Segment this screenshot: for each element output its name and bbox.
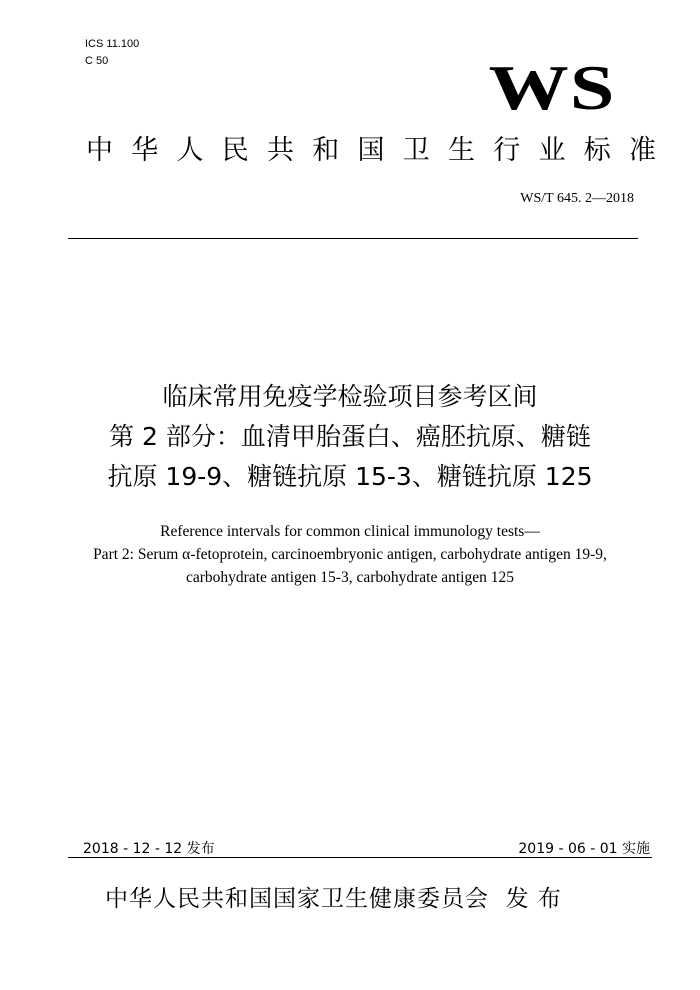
standard-type-char: 和	[312, 135, 340, 166]
standard-type-char: 业	[538, 135, 566, 166]
english-title-line: carbohydrate antigen 15-3, carbohydrate antigen 125	[186, 569, 514, 586]
standard-type-heading	[86, 134, 656, 168]
ws-logo: WS	[489, 52, 616, 123]
english-title-line: Part 2: Serum α-fetoprotein, carcinoembryonic antigen, carbohydrate antigen 19-9,	[93, 546, 607, 563]
ics-code: ICS 11.100	[85, 38, 140, 50]
standard-type-char: 国	[357, 135, 385, 166]
standard-type-char: 卫	[402, 135, 430, 166]
standard-type-char: 行	[493, 135, 521, 166]
publisher: 中华人民共和国国家卫生健康委员会 发 布	[105, 886, 562, 912]
standard-type-char: 生	[448, 135, 475, 166]
footer-divider	[68, 857, 652, 858]
implementation-date: 2019 - 06 - 01 实施	[518, 841, 650, 857]
chinese-title-line: 临床常用免疫学检验项目参考区间	[162, 382, 538, 411]
standard-code: WS/T 645. 2—2018	[520, 191, 634, 206]
standard-type-char: 民	[221, 135, 249, 166]
standard-type-char: 中	[86, 135, 113, 166]
ccs-code: C 50	[85, 55, 109, 67]
chinese-title-line: 抗原 19-9、糖链抗原 15-3、糖链抗原 125	[107, 462, 593, 491]
english-title	[0, 520, 700, 589]
chinese-title-line: 第 2 部分：血清甲胎蛋白、癌胚抗原、糖链	[109, 422, 591, 451]
header-divider	[68, 238, 638, 239]
standard-type-char: 准	[629, 135, 656, 166]
standard-type-char: 共	[267, 135, 294, 166]
standard-type-char: 华	[131, 135, 159, 166]
classification-codes	[85, 36, 139, 70]
english-title-line: Reference intervals for common clinical immunology tests—	[160, 523, 540, 540]
release-date: 2018 - 12 - 12 发布	[83, 841, 215, 857]
standard-type-char: 人	[176, 135, 204, 166]
chinese-title	[0, 377, 700, 497]
standard-type-char: 标	[583, 135, 611, 166]
